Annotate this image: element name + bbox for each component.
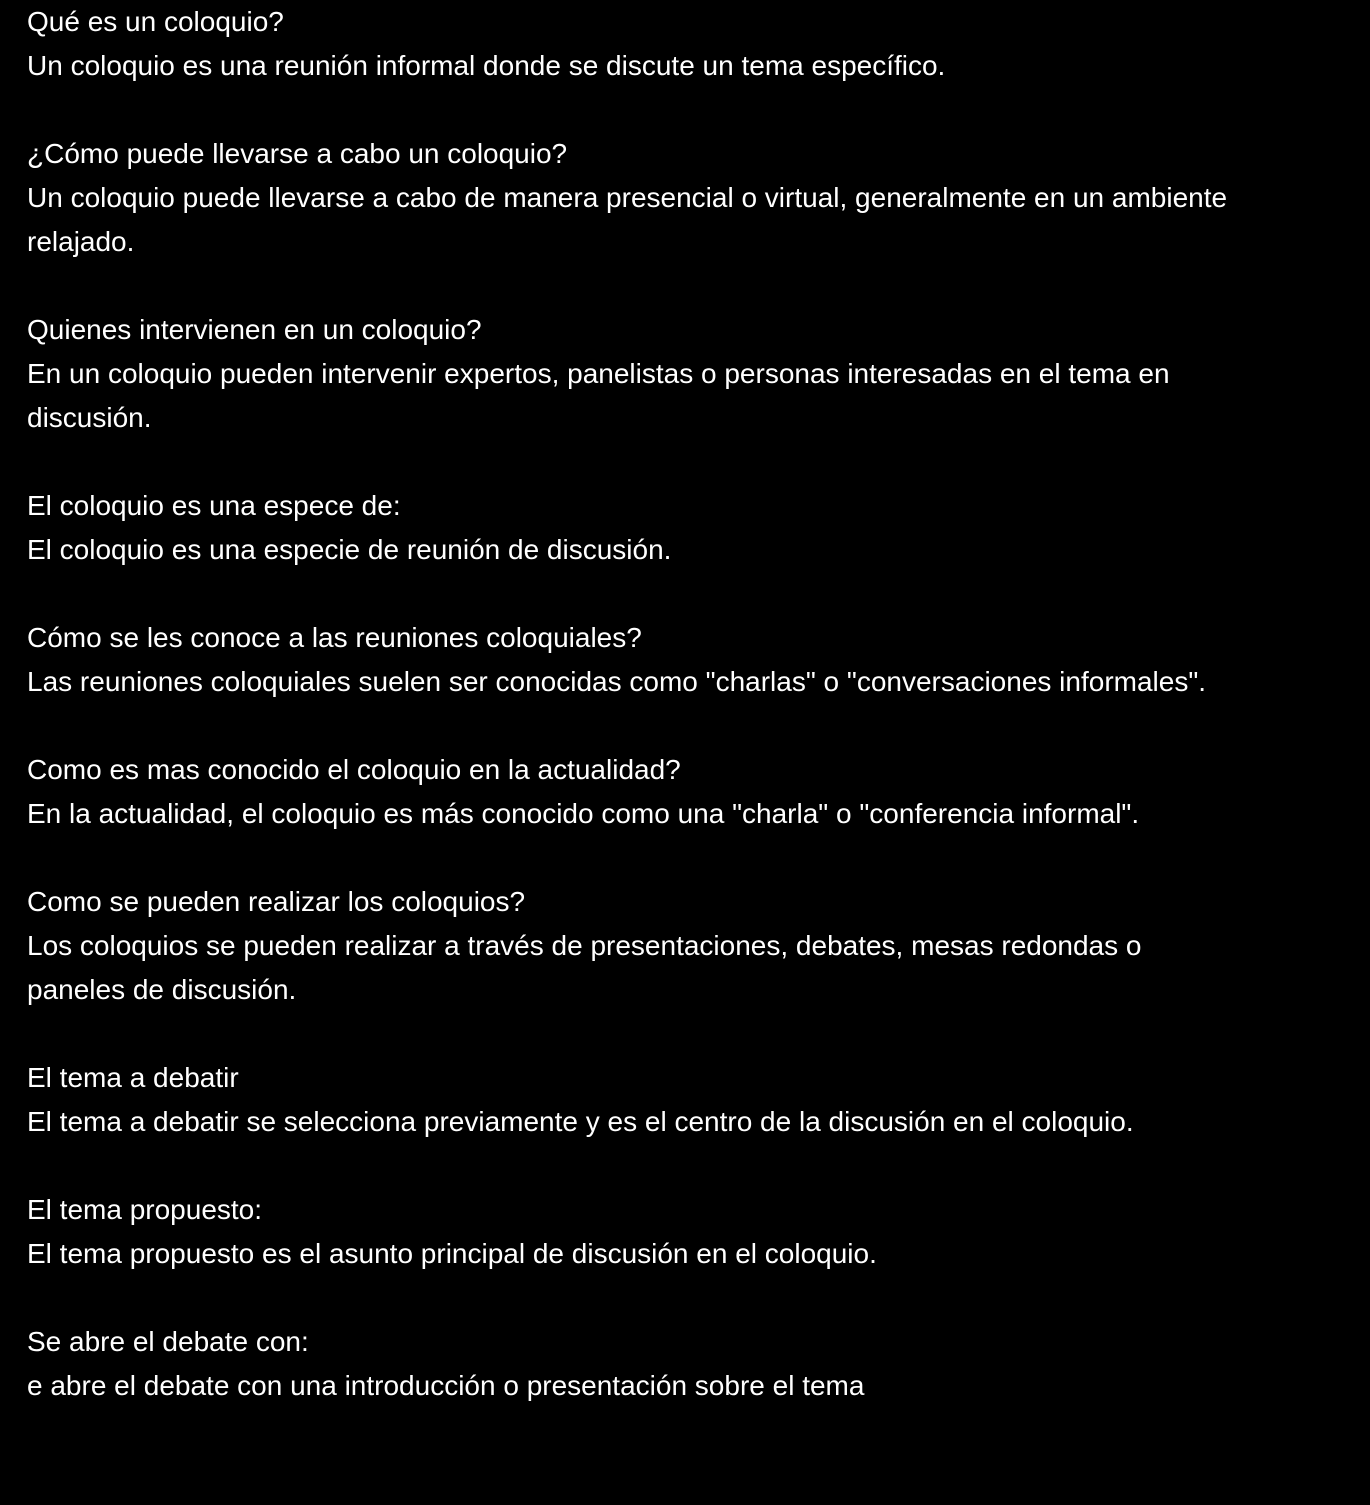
- question-text: Qué es un coloquio?: [27, 6, 284, 37]
- question-text: Cómo se les conoce a las reuniones coloquiales?: [27, 622, 642, 653]
- answer-text: Un coloquio es una reunión informal donde se discute un tema específico.: [27, 50, 946, 81]
- answer-text: e abre el debate con una introducción o presentación sobre el tema: [27, 1370, 865, 1401]
- question-text: ¿Cómo puede llevarse a cabo un coloquio?: [27, 138, 568, 169]
- answer-text: El tema propuesto es el asunto principal de discusión en el coloquio.: [27, 1238, 877, 1269]
- question-text: Quienes intervienen en un coloquio?: [27, 314, 482, 345]
- qa-block: [27, 616, 1370, 704]
- answer-text: El tema a debatir se selecciona previamente y es el centro de la discusión en el coloquio.: [27, 1106, 1134, 1137]
- question-text: El coloquio es una espece de:: [27, 490, 401, 521]
- question-text: El tema propuesto:: [27, 1194, 263, 1225]
- qa-block: [27, 880, 1370, 1012]
- answer-text: Los coloquios se pueden realizar a través de presentaciones, debates, mesas redondas o: [27, 930, 1142, 961]
- answer-text: Las reuniones coloquiales suelen ser conocidas como "charlas" o "conversaciones informales".: [27, 666, 1207, 697]
- notes-text-area[interactable]: [27, 0, 1370, 1452]
- qa-block: [27, 308, 1370, 440]
- qa-block: [27, 1056, 1370, 1144]
- answer-text-continued: relajado.: [27, 226, 135, 257]
- qa-block: [27, 132, 1370, 264]
- question-text: Como se pueden realizar los coloquios?: [27, 886, 526, 917]
- question-text: Se abre el debate con:: [27, 1326, 309, 1357]
- answer-text-continued: paneles de discusión.: [27, 974, 297, 1005]
- answer-text: En un coloquio pueden intervenir expertos, panelistas o personas interesadas en el tema en: [27, 358, 1170, 389]
- question-text: El tema a debatir: [27, 1062, 239, 1093]
- qa-block: [27, 1188, 1370, 1276]
- qa-block: [27, 748, 1370, 836]
- answer-text: En la actualidad, el coloquio es más conocido como una "charla" o "conferencia informal".: [27, 798, 1140, 829]
- answer-text: El coloquio es una especie de reunión de discusión.: [27, 534, 672, 565]
- qa-block: [27, 0, 1370, 88]
- question-text: Como es mas conocido el coloquio en la actualidad?: [27, 754, 681, 785]
- qa-block: [27, 1320, 1370, 1408]
- qa-block: [27, 484, 1370, 572]
- answer-text: Un coloquio puede llevarse a cabo de manera presencial o virtual, generalmente en un ambiente: [27, 182, 1228, 213]
- answer-text-continued: discusión.: [27, 402, 152, 433]
